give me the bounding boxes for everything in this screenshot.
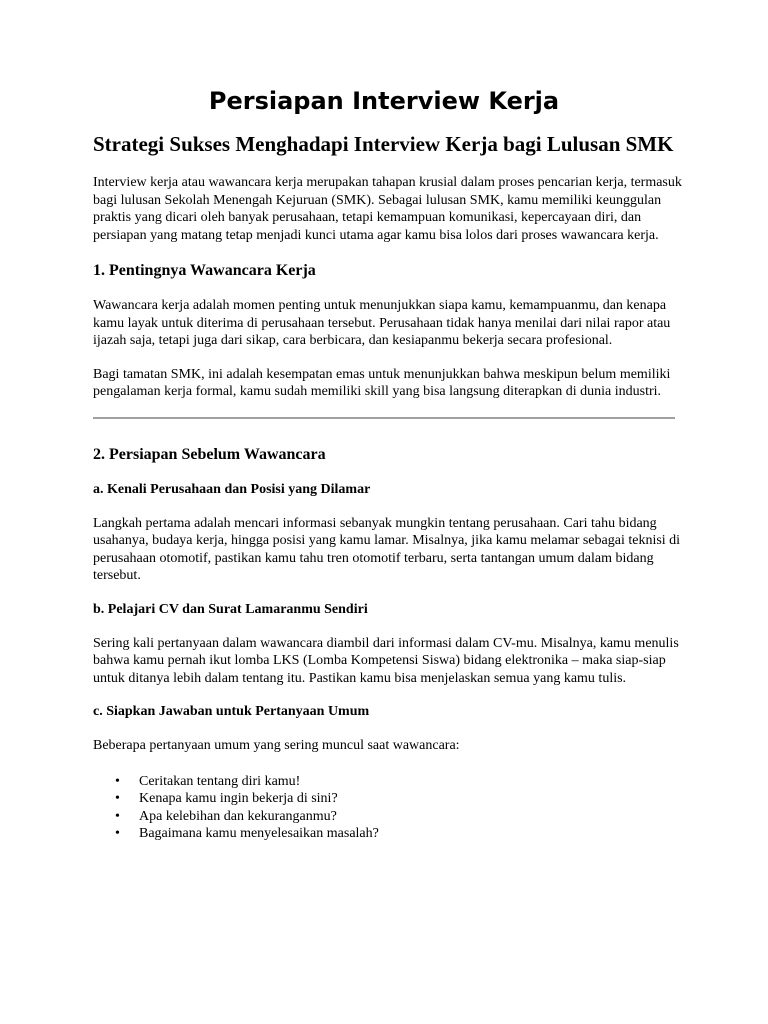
- subsection-a-heading: a. Kenali Perusahaan dan Posisi yang Dilamar: [93, 481, 371, 497]
- section-1-paragraph-1: Wawancara kerja adalah momen penting untuk menunjukkan siapa kamu, kemampuanmu, dan kenapa kamu layak untuk diterima di perusahaan tersebut. Perusahaan tidak hanya menilai dari nilai rapor atau ijazah saja, tetapi juga dari sikap, cara berbicara, dan kesiapanmu bekerja secara profesional.: [93, 298, 671, 348]
- section-2-heading: 2. Persiapan Sebelum Wawancara: [93, 445, 326, 463]
- list-item: • Kenapa kamu ingin bekerja di sini?: [115, 791, 338, 806]
- bullet-icon: •: [115, 773, 120, 789]
- subsection-b-heading: b. Pelajari CV dan Surat Lamaranmu Sendiri: [93, 601, 368, 617]
- list-item: • Bagaimana kamu menyelesaikan masalah?: [115, 826, 379, 841]
- subsection-b-paragraph: Sering kali pertanyaan dalam wawancara diambil dari informasi dalam CV-mu. Misalnya, kamu menulis bahwa kamu pernah ikut lomba LKS (Lomba Kompetensi Siswa) bidang elektronika – maka siap-siap untuk ditanya lebih dalam tentang itu. Pastikan kamu bisa menjelaskan semua yang kamu tulis.: [93, 635, 679, 686]
- section-1-paragraph-2: Bagi tamatan SMK, ini adalah kesempatan emas untuk menunjukkan bahwa meskipun belum memiliki pengalaman kerja formal, kamu sudah memiliki skill yang bisa langsung diterapkan di dunia industri.: [93, 366, 671, 399]
- list-item: • Apa kelebihan dan kekuranganmu?: [115, 808, 337, 824]
- bullet-icon: •: [115, 808, 120, 824]
- intro-paragraph: Interview kerja atau wawancara kerja merupakan tahapan krusial dalam proses pencarian kerja, termasuk bagi lulusan Sekolah Menengah Kejuruan (SMK). Sebagai lulusan SMK, kamu memiliki keunggulan praktis yang dicari oleh banyak perusahaan, tetapi kemampuan komunikasi, kepercayaan diri, dan persiapan yang matang tetap menjadi kunci utama agar kamu bisa lolos dari proses wawancara kerja.: [93, 175, 682, 243]
- document-subtitle: Strategi Sukses Menghadapi Interview Kerja bagi Lulusan SMK: [93, 132, 674, 156]
- document-body: [93, 132, 683, 843]
- bullet-icon: •: [115, 791, 120, 806]
- page-title: Persiapan Interview Kerja: [208, 87, 560, 115]
- question-list: [93, 773, 683, 843]
- subsection-a-paragraph: Langkah pertama adalah mencari informasi sebanyak mungkin tentang perusahaan. Cari tahu bidang usahanya, budaya kerja, hingga posisi yang kamu lamar. Misalnya, jika kamu melamar sebagai teknisi di perusahaan otomotif, pastikan kamu tahu tren otomotif terbaru, serta tantangan umum dalam bidang tersebut.: [93, 515, 681, 583]
- section-1-heading: 1. Pentingnya Wawancara Kerja: [93, 262, 316, 279]
- bullet-icon: •: [115, 826, 120, 841]
- subsection-c-heading: c. Siapkan Jawaban untuk Pertanyaan Umum: [93, 704, 370, 719]
- list-item: • Ceritakan tentang diri kamu!: [115, 773, 301, 789]
- subsection-c-paragraph: Beberapa pertanyaan umum yang sering muncul saat wawancara:: [93, 738, 460, 753]
